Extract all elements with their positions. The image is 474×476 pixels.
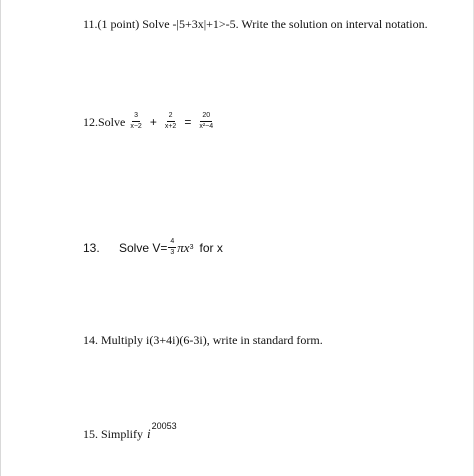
plus-sign: + — [149, 114, 157, 129]
fraction-denominator: x+2 — [164, 123, 177, 130]
question-14-text: 14. Multiply i(3+4i)(6-3i), write in standard form. — [83, 333, 323, 347]
question-15-prefix: 15. Simplify — [83, 427, 144, 441]
question-15 — [83, 421, 177, 441]
question-13-suffix: for x — [199, 240, 223, 255]
fraction-numerator: 2 — [167, 112, 175, 122]
question-13-number: 13. — [83, 240, 100, 255]
question-12-prefix: 12.Solve — [83, 114, 126, 129]
fraction-3-over-x-minus-2 — [128, 112, 143, 131]
exponent-20053: 20053 — [151, 421, 177, 431]
fraction-numerator: 4 — [168, 238, 176, 248]
fraction-numerator: 20 — [200, 112, 212, 122]
equals-sign: = — [184, 114, 192, 129]
variable-x: x — [183, 239, 190, 255]
question-13-solve-label: Solve V= — [119, 240, 168, 255]
fraction-denominator: x²−4 — [199, 123, 214, 130]
fraction-denominator: x−2 — [130, 123, 142, 130]
fraction-numerator: 3 — [132, 112, 140, 122]
question-14 — [83, 333, 323, 347]
question-12 — [83, 112, 217, 131]
question-11-text: 11.(1 point) Solve -|5+3x|+1>-5. Write the solution on interval notation. — [83, 17, 428, 31]
fraction-denominator: 3 — [170, 249, 175, 256]
pi-symbol: π — [177, 239, 184, 255]
question-13: 13. Solve V= $\frac{4}{3}$ π x 3 for x — [83, 238, 223, 256]
fraction-2-over-x-plus-2 — [163, 112, 178, 131]
fraction-4-over-3 — [168, 238, 176, 257]
question-11 — [83, 17, 428, 31]
imaginary-unit-i: i — [147, 426, 151, 441]
fraction-20-over-x-squared-minus-4 — [197, 112, 215, 131]
